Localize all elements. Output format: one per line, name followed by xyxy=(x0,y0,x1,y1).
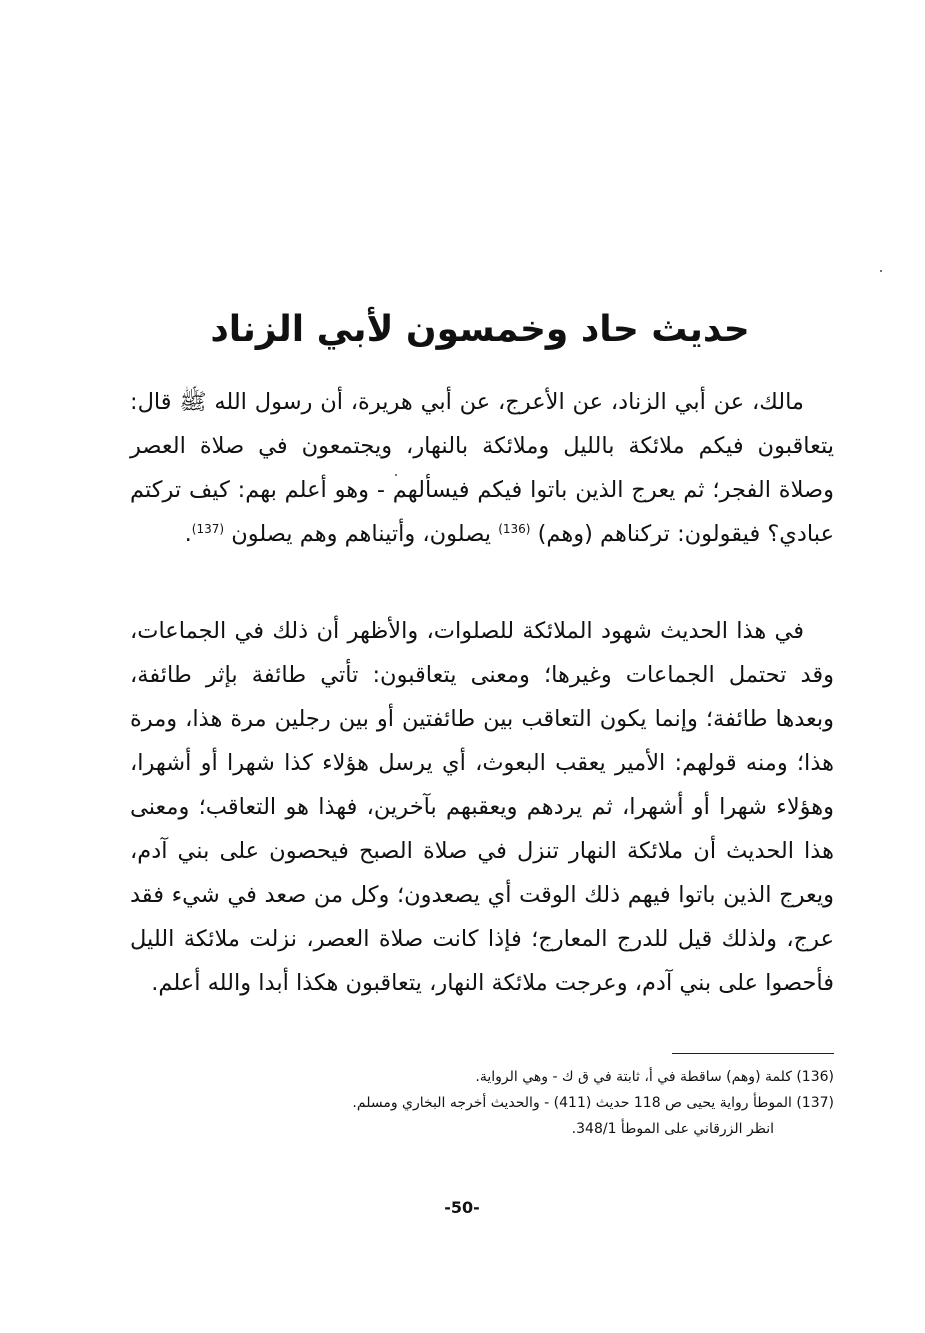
scan-speck xyxy=(395,474,397,476)
footnote-137 xyxy=(200,1090,834,1116)
footnote-divider xyxy=(672,1053,834,1054)
hadith-text-part1: مالك، عن أبي الزناد، عن الأعرج، عن أبي هريرة، أن رسول الله ﷺ قال: يتعاقبون فيكم ملائكة بالليل وملائكة بالنهار، ويجتمعون في صلاة العصر وصلاة الفجر؛ ثم يعرج الذين باتوا فيكم فيسألهم - وهو أعلم بهم: كيف تركتم عبادي؟ فيقولون: تركناهم (وهم) xyxy=(130,389,834,547)
hadith-paragraph xyxy=(130,380,834,556)
commentary-paragraph xyxy=(130,609,834,1005)
footnote-137-continuation: انظر الزرقاني على الموطأ 348/1. xyxy=(571,1121,774,1137)
page-title: حديث حاد وخمسون لأبي الزناد xyxy=(210,309,750,350)
footnotes xyxy=(200,1064,834,1142)
hadith-text-part2: يصلون، وأتيناهم وهم يصلون xyxy=(231,521,492,547)
commentary-text: في هذا الحديث شهود الملائكة للصلوات، والأظهر أن ذلك في الجماعات، وقد تحتمل الجماعات وغيرها؛ ومعنى يتعاقبون: تأتي طائفة بإثر طائفة، وبعدها طائفة؛ وإنما يكون التعاقب بين طائفتين أو بين رجلين مرة هذا، ومرة هذا؛ ومنه قولهم: الأمير يعقب البعوث، أي يرسل هؤلاء كذا شهرا أو أشهرا، وهؤلاء شهرا أو أشهرا، ثم يردهم ويعقبهم بآخرين، فهذا هو التعاقب؛ ومعنى هذا الحديث أن ملائكة النهار تنزل في صلاة الصبح فيحصون على بني آدم، ويعرج الذين باتوا فيهم ذلك الوقت أي يصعدون؛ وكل من صعد في شيء فقد عرج، ولذلك قيل للدرج المعارج؛ فإذا كانت صلاة العصر، نزلت ملائكة الليل فأحصوا على بني آدم، وعرجت ملائكة النهار، يتعاقبون هكذا أبدا والله أعلم. xyxy=(130,618,834,996)
footnote-number: (136) xyxy=(796,1069,834,1085)
page-number: -50- xyxy=(444,1198,480,1217)
hadith-text-part3: . xyxy=(184,521,192,547)
footnote-number: (137) xyxy=(796,1095,834,1111)
footnote-136 xyxy=(200,1064,834,1090)
footnote-text: الموطأ رواية يحيى ص 118 حديث (411) - والحديث أخرجه البخاري ومسلم. xyxy=(352,1095,792,1111)
footnote-text: كلمة (وهم) ساقطة في أ، ثابتة في ق ك - وهي الرواية. xyxy=(475,1069,792,1085)
scan-speck xyxy=(880,270,882,272)
footnote-ref-137[interactable]: (137) xyxy=(191,522,225,536)
footnote-ref-136[interactable]: (136) xyxy=(498,522,531,536)
